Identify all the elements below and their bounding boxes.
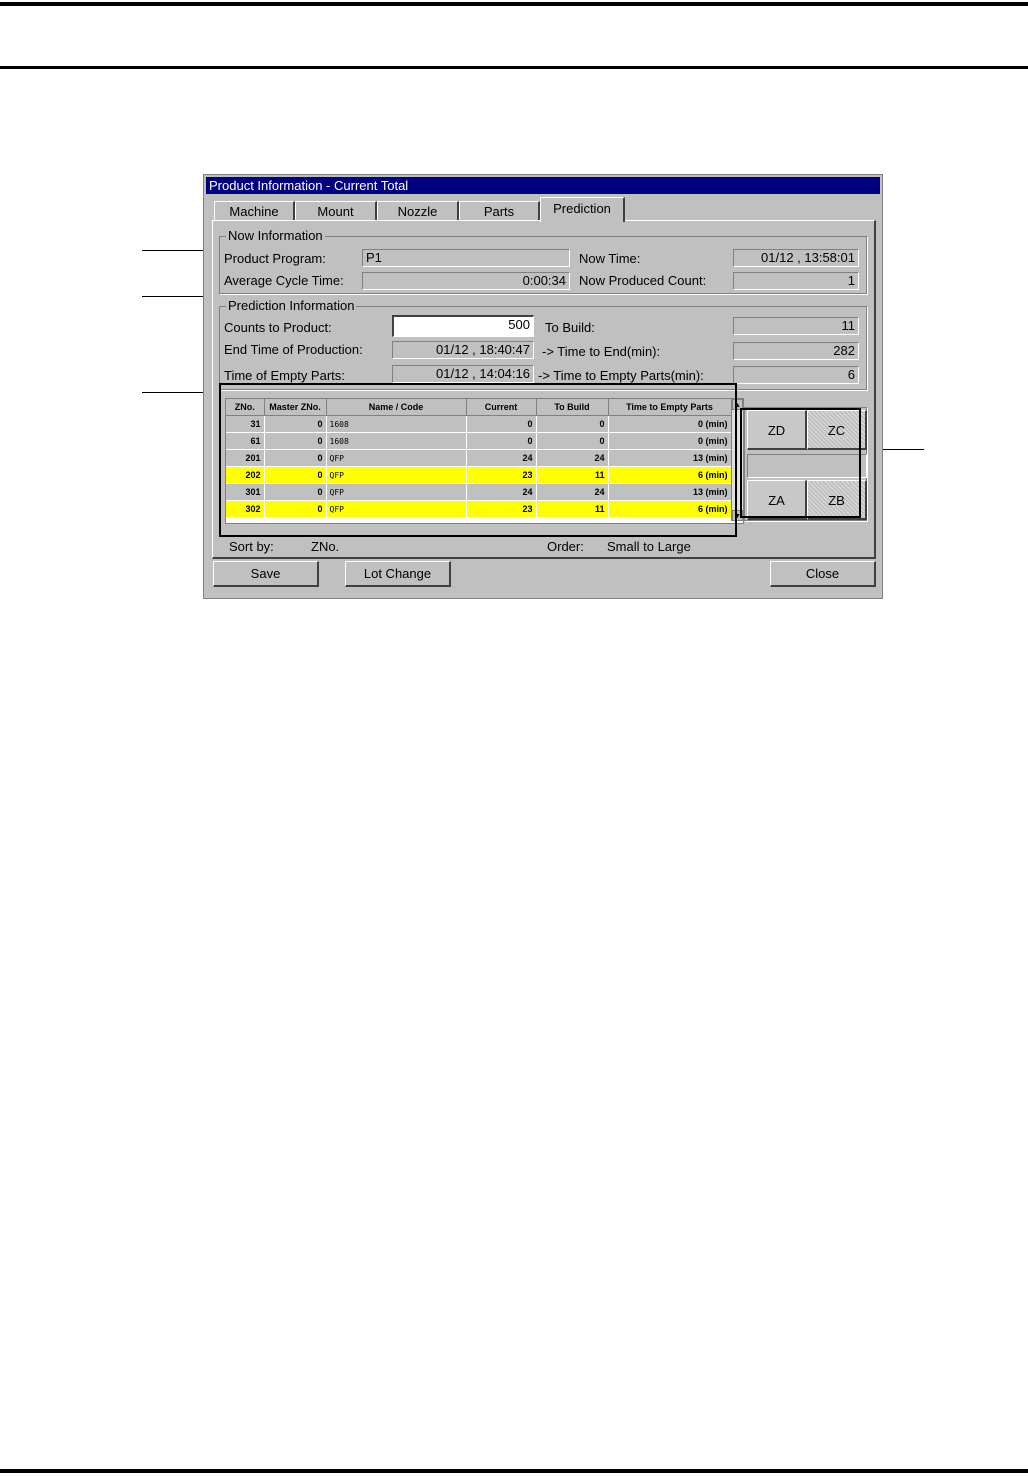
cell-zno: 302 [226,501,264,518]
cell-master-zno: 0 [264,416,326,433]
zone-za-button[interactable]: ZA [747,480,807,520]
cell-master-zno: 0 [264,501,326,518]
product-program-label: Product Program: [224,251,326,266]
order-value: Small to Large [607,539,691,554]
cell-zno: 31 [226,416,264,433]
zone-zd-button[interactable]: ZD [747,410,807,450]
cell-master-zno: 0 [264,467,326,484]
col-header-to-build[interactable]: To Build [536,399,608,416]
window-title: Product Information - Current Total [206,177,880,194]
cell-master-zno: 0 [264,484,326,501]
to-build-label: To Build: [545,320,595,335]
sort-by-label: Sort by: [229,539,274,554]
zone-zc-button[interactable]: ZC [807,410,867,450]
cell-time-to-empty: 6 (min) [608,501,731,518]
cell-current: 24 [466,450,536,467]
sort-by-value: ZNo. [311,539,340,554]
cell-zno: 202 [226,467,264,484]
top-rule [0,2,1028,6]
cell-name-code: QFP [326,501,466,518]
average-cycle-time-label: Average Cycle Time: [224,273,344,288]
cell-current: 24 [466,484,536,501]
col-header-time-to-empty[interactable]: Time to Empty Parts [608,399,731,416]
cell-time-to-empty: 13 (min) [608,450,731,467]
counts-to-product-label: Counts to Product: [224,320,332,335]
now-produced-count-label: Now Produced Count: [579,273,707,288]
cell-name-code: QFP [326,484,466,501]
cell-to-build: 11 [536,467,608,484]
cell-name-code: 1608 [326,416,466,433]
scroll-up-icon[interactable]: ▲ [732,399,743,410]
time-to-empty-parts-label: -> Time to Empty Parts(min): [538,368,704,383]
cell-time-to-empty: 0 (min) [608,416,731,433]
cell-current: 23 [466,467,536,484]
save-button[interactable]: Save [213,561,319,587]
time-to-end-label: -> Time to End(min): [542,344,661,359]
order-label: Order: [547,539,584,554]
cell-name-code: QFP [326,450,466,467]
cell-time-to-empty: 6 (min) [608,467,731,484]
product-program-field: P1 [362,249,570,267]
cell-to-build: 11 [536,501,608,518]
callout-box-zones [740,408,861,518]
col-header-master-zno[interactable]: Master ZNo. [264,399,326,416]
average-cycle-time-field: 0:00:34 [362,272,570,290]
cell-to-build: 0 [536,433,608,450]
col-header-current[interactable]: Current [466,399,536,416]
tab-parts[interactable]: Parts [459,201,540,221]
to-build-field: 11 [733,317,859,335]
tab-nozzle[interactable]: Nozzle [377,201,459,221]
prediction-information-group [219,298,867,390]
cell-to-build: 0 [536,416,608,433]
end-time-of-production-label: End Time of Production: [224,342,363,357]
cell-name-code: QFP [326,467,466,484]
cell-current: 0 [466,416,536,433]
prediction-information-label: Prediction Information [228,298,355,313]
now-information-group [219,228,867,294]
end-time-of-production-field: 01/12 , 18:40:47 [392,341,534,359]
cell-master-zno: 0 [264,433,326,450]
cell-time-to-empty: 0 (min) [608,433,731,450]
now-time-field: 01/12 , 13:58:01 [733,249,859,267]
col-header-zno[interactable]: ZNo. [226,399,264,416]
tab-machine[interactable]: Machine [214,201,295,221]
cell-to-build: 24 [536,484,608,501]
cell-zno: 201 [226,450,264,467]
time-to-end-field: 282 [733,342,859,360]
header-rule [0,66,1028,69]
cell-zno: 61 [226,433,264,450]
cell-to-build: 24 [536,450,608,467]
cell-current: 0 [466,433,536,450]
now-produced-count-field: 1 [733,272,859,290]
col-header-name-code[interactable]: Name / Code [326,399,466,416]
time-to-empty-parts-field: 6 [733,366,859,384]
close-button[interactable]: Close [770,561,876,587]
cell-time-to-empty: 13 (min) [608,484,731,501]
cell-name-code: 1608 [326,433,466,450]
tab-mount[interactable]: Mount [295,201,377,221]
time-of-empty-parts-label: Time of Empty Parts: [224,368,345,383]
scroll-down-icon[interactable]: ▼ [732,510,743,521]
now-information-label: Now Information [228,228,323,243]
lot-change-button[interactable]: Lot Change [345,561,451,587]
cell-zno: 301 [226,484,264,501]
cell-current: 23 [466,501,536,518]
footer-rule [0,1469,1028,1473]
time-of-empty-parts-field: 01/12 , 14:04:16 [392,365,534,383]
tab-prediction[interactable]: Prediction [540,197,625,222]
callout-box-table [219,383,737,537]
zone-zb-button[interactable]: ZB [807,480,867,520]
counts-to-product-input[interactable]: 500 [392,315,534,337]
cell-master-zno: 0 [264,450,326,467]
now-time-label: Now Time: [579,251,641,266]
